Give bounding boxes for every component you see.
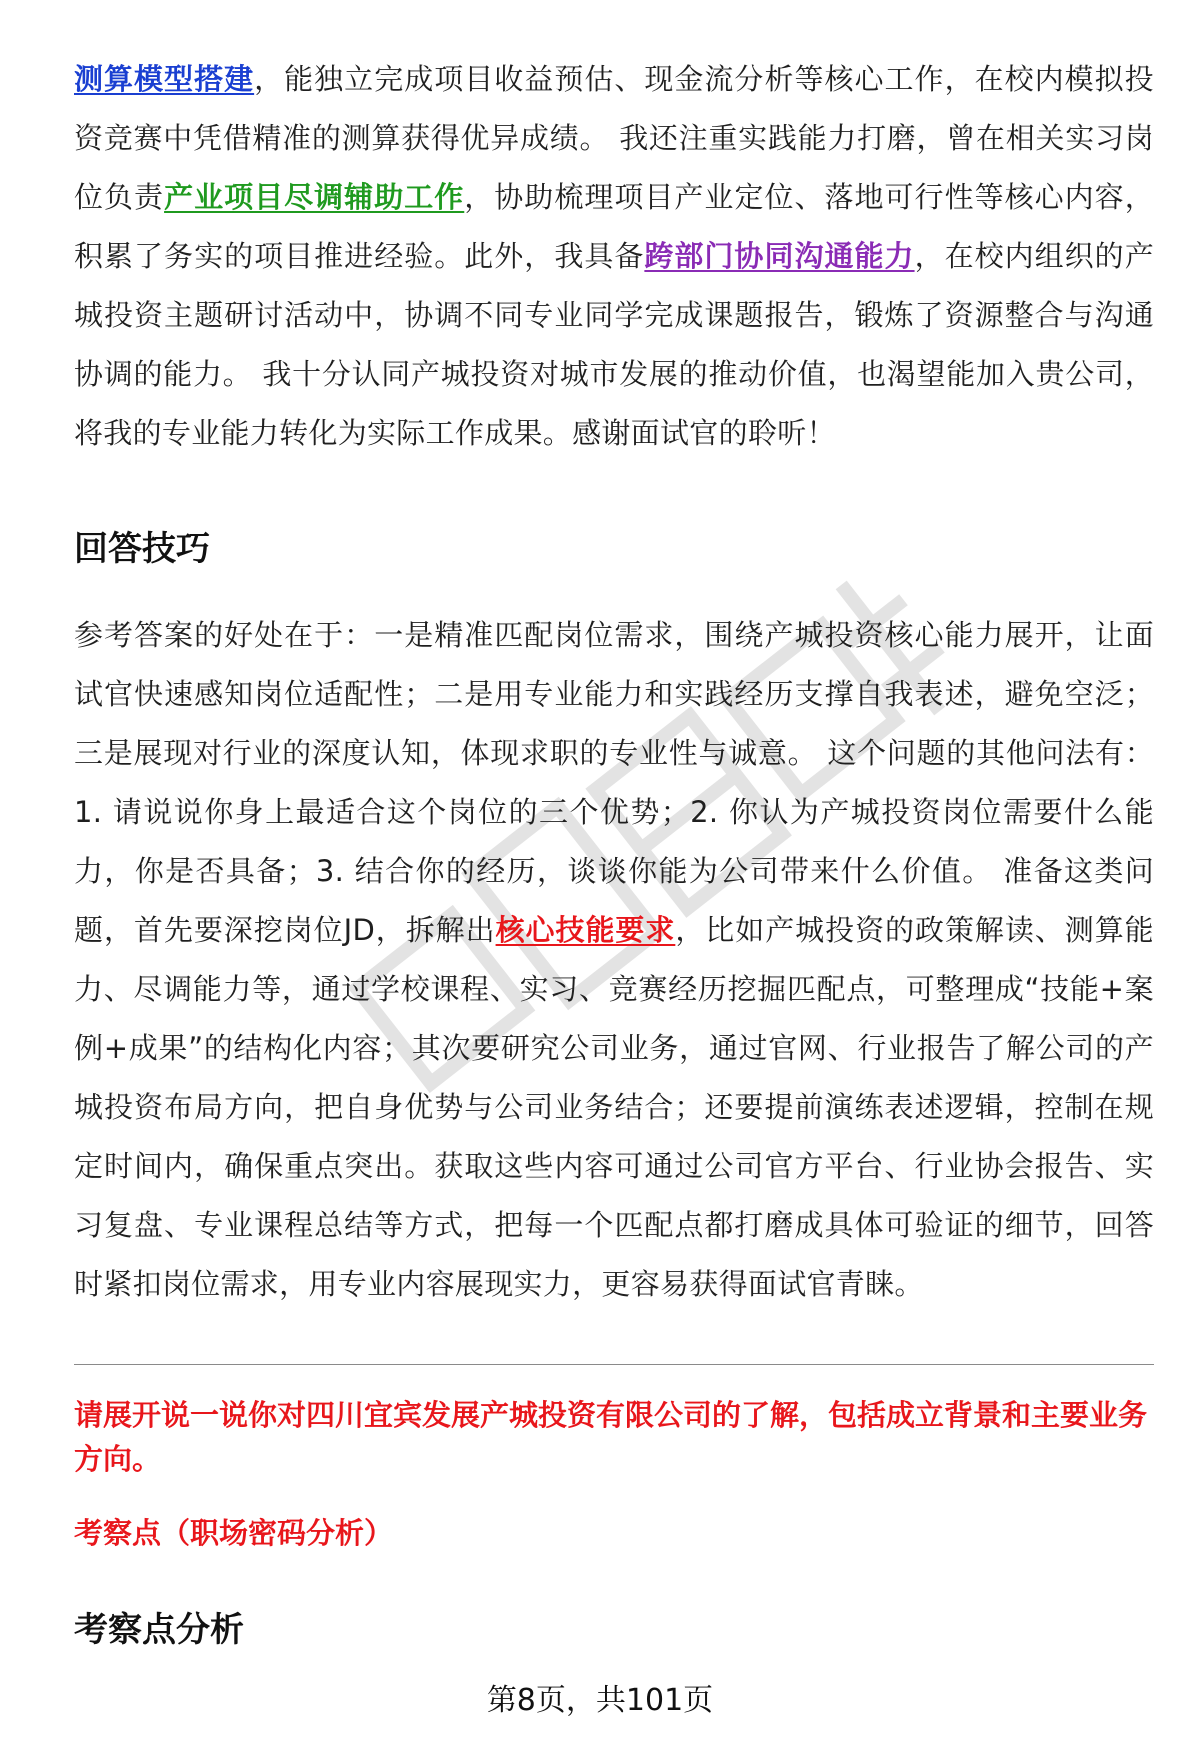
highlight-due-diligence: 产业项目尽调辅助工作 <box>164 180 465 214</box>
next-question: 请展开说一说你对四川宜宾发展产城投资有限公司的了解，包括成立背景和主要业务方向。 <box>74 1398 1148 1476</box>
page-number: 第8页，共101页 <box>486 1683 714 1718</box>
question-subtitle: 考察点（职场密码分析） <box>74 1516 394 1550</box>
section-divider <box>74 1364 1154 1365</box>
highlight-core-skills: 核心技能要求 <box>495 913 676 947</box>
tips-heading: 回答技巧 <box>74 529 210 569</box>
tips-text-2: ，比如产城投资的政策解读、测算能力、尽调能力等，通过学校课程、实习、竞赛经历挖掘匹配点，可整理成“技能+案例+成果”的结构化内容；其次要研究公司业务，通过官网、行业报告了解公司的产城投资布局方向，把自身优势与公司业务结合；还要提前演练表述逻辑，控制在规定时间内，确保重点突出。获取这些内容可通过公司官方平台、行业协会报告、实习复盘、专业课程总结等方式，把每一个匹配点都打磨成具体可验证的细节，回答时紧扣岗位需求，用专业内容展现实力，更容易获得面试官青睐。 <box>74 913 1154 1301</box>
intro-text-2: ，协助梳理项目产业定位、落地可行性等核心内容，积累了务实的项目推进经验。此外，我具备 <box>74 180 1154 273</box>
analysis-heading: 考察点分析 <box>74 1610 244 1650</box>
intro-paragraph <box>74 50 1154 463</box>
highlight-model-building: 测算模型搭建 <box>74 62 255 96</box>
intro-text-1: ，能独立完成项目收益预估、现金流分析等核心工作，在校内模拟投资竞赛中凭借精准的测算获得优异成绩。 我还注重实践能力打磨，曾在相关实习岗位负责 <box>74 62 1154 214</box>
tips-text-1: 参考答案的好处在于：一是精准匹配岗位需求，围绕产城投资核心能力展开，让面试官快速感知岗位适配性；二是用专业能力和实践经历支撑自我表述，避免空泛；三是展现对行业的深度认知，体现求职的专业性与诚意。 这个问题的其他问法有：1. 请说说你身上最适合这个岗位的三个优势；2. 你认为产城投资岗位需要什么能力，你是否具备；3. 结合你的经历，谈谈你能为公司带来什么价值。 准备这类问题，首先要深挖岗位JD，拆解出 <box>74 618 1154 947</box>
page-content <box>74 50 1154 1651</box>
tips-paragraph <box>74 606 1154 1314</box>
highlight-communication: 跨部门协同沟通能力 <box>644 239 915 273</box>
intro-text-3: ，在校内组织的产城投资主题研讨活动中，协调不同专业同学完成课题报告，锻炼了资源整合与沟通协调的能力。 我十分认同产城投资对城市发展的推动价值，也渴望能加入贵公司，将我的专业能力转化为实际工作成果。感谢面试官的聆听！ <box>74 239 1155 450</box>
